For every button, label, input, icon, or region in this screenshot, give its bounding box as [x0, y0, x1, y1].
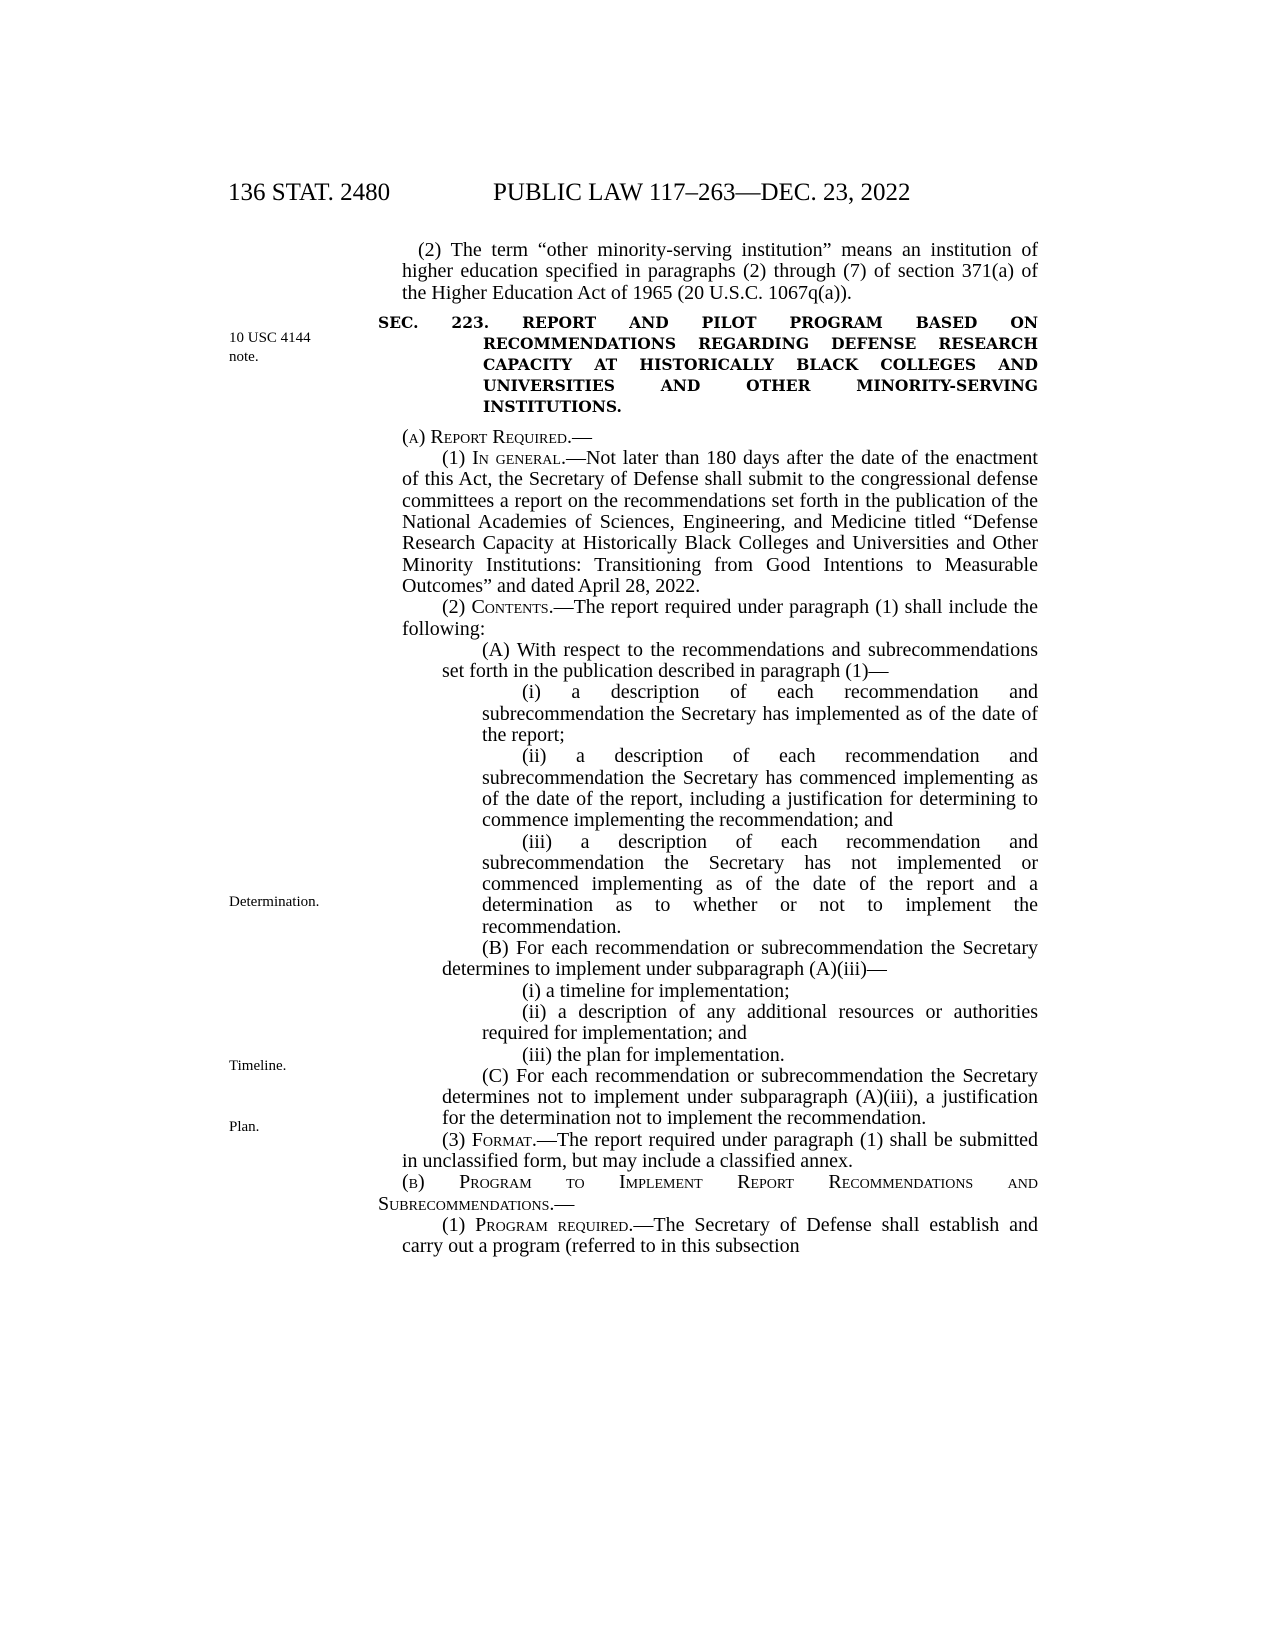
clause-A-ii: (ii) a description of each recommendation and subrecommendation the Secretary has commenced implementing as of the date of the report, including a justification for determining to commence implementing the recommendation; and — [482, 745, 1038, 832]
subparagraph-A: (A) With respect to the recommendations and subrecommendations set forth in the publication described in paragraph (1)— — [442, 638, 1038, 683]
paragraph-a2 — [378, 597, 1038, 640]
subparagraph-C: (C) For each recommendation or subrecommendation the Secretary determines not to implement under subparagraph (A)(iii), a justification for the determination not to implement the recommendation. — [442, 1064, 1038, 1130]
subsection-b-heading-text: (b) Program to Implement Report Recommendations and Subrecommendations.— — [378, 1171, 1038, 1215]
margin-note-usc — [229, 329, 311, 367]
paragraph-b1 — [378, 1215, 1038, 1258]
subparagraph-B: (B) For each recommendation or subrecommendation the Secretary determines to implement under subparagraph (A)(iii)— — [442, 937, 1038, 981]
subsection-a-heading-text: (a) Report Required.— — [402, 425, 593, 448]
paragraph-a3 — [378, 1130, 1038, 1173]
paragraph-a2-text: (2) The term “other minority-serving institution” means an institution of higher education specified in paragraphs (2) through (7) of section 371(a) of the Higher Education Act of 1965 (20 U.S.C. 1067q(a)). — [402, 239, 1038, 304]
margin-note-timeline: Timeline. — [229, 1058, 287, 1074]
paragraph-b1-label: (1) Program required.— — [442, 1213, 654, 1236]
paragraph-a3-text: The report required under paragraph (1) shall be submitted in unclassified form, but may include a classified annex. — [402, 1128, 1039, 1172]
section-heading: SEC. 223. REPORT AND PILOT PROGRAM BASED ON RECOMMENDATIONS REGARDING DEFENSE RESEARCH CAPACITY AT HISTORICALLY BLACK COLLEGES AND UNIVERSITIES AND OTHER MINORITY-SERVING INSTITUTIONS. — [378, 312, 1038, 416]
page-stat-number: 136 STAT. 2480 — [228, 179, 391, 206]
margin-note-usc-citation: 10 USC 4144 — [229, 330, 311, 346]
clause-B-iii: (iii) the plan for implementation. — [522, 1043, 785, 1066]
paragraph-a2-content: The report required under paragraph (1) shall include the following: — [402, 596, 1038, 640]
paragraph-a3-label: (3) Format.— — [442, 1128, 557, 1151]
margin-note-plan: Plan. — [229, 1119, 260, 1135]
paragraph-b1-text: The Secretary of Defense shall establish and carry out a program (referred to in this subsection — [402, 1213, 1039, 1258]
subsection-a-heading — [378, 427, 1038, 448]
paragraph-a1 — [378, 448, 1038, 597]
clause-A-i: (i) a description of each recommendation and subrecommendation the Secretary has implemented as of the date of the report; — [482, 681, 1038, 747]
clause-A-iii: (iii) a description of each recommendation and subrecommendation the Secretary has not implemented or commenced implementing as of the date of the report and a determination as to whether or not to implement the recommendation. — [482, 830, 1038, 938]
margin-note-determination: Determination. — [229, 894, 320, 910]
running-header-title: PUBLIC LAW 117–263—DEC. 23, 2022 — [493, 179, 911, 206]
paragraph-a2-definition — [378, 240, 1038, 304]
paragraph-a1-text: Not later than 180 days after the date of the enactment of this Act, the Secretary of Defense shall submit to the congressional defense committees a report on the recommendations set forth in the publication of the National Academies of Sciences, Engineering, and Medicine titled “Defense Research Capacity at Historically Black Colleges and Universities and Other Minority Institutions: Transitioning from Good Intentions to Measurable Outcomes” and dated April 28, 2022. — [402, 447, 1038, 597]
clause-B-i: (i) a timeline for implementation; — [522, 979, 790, 1002]
clause-B-ii: (ii) a description of any additional resources or authorities required for implementation; and — [482, 1000, 1038, 1045]
margin-note-usc-note: note. — [229, 349, 259, 365]
paragraph-a1-label: (1) In general.— — [442, 447, 586, 470]
subsection-b-heading — [378, 1172, 1038, 1215]
document-body — [378, 240, 1038, 1257]
paragraph-a2-label: (2) Contents.— — [442, 596, 574, 619]
